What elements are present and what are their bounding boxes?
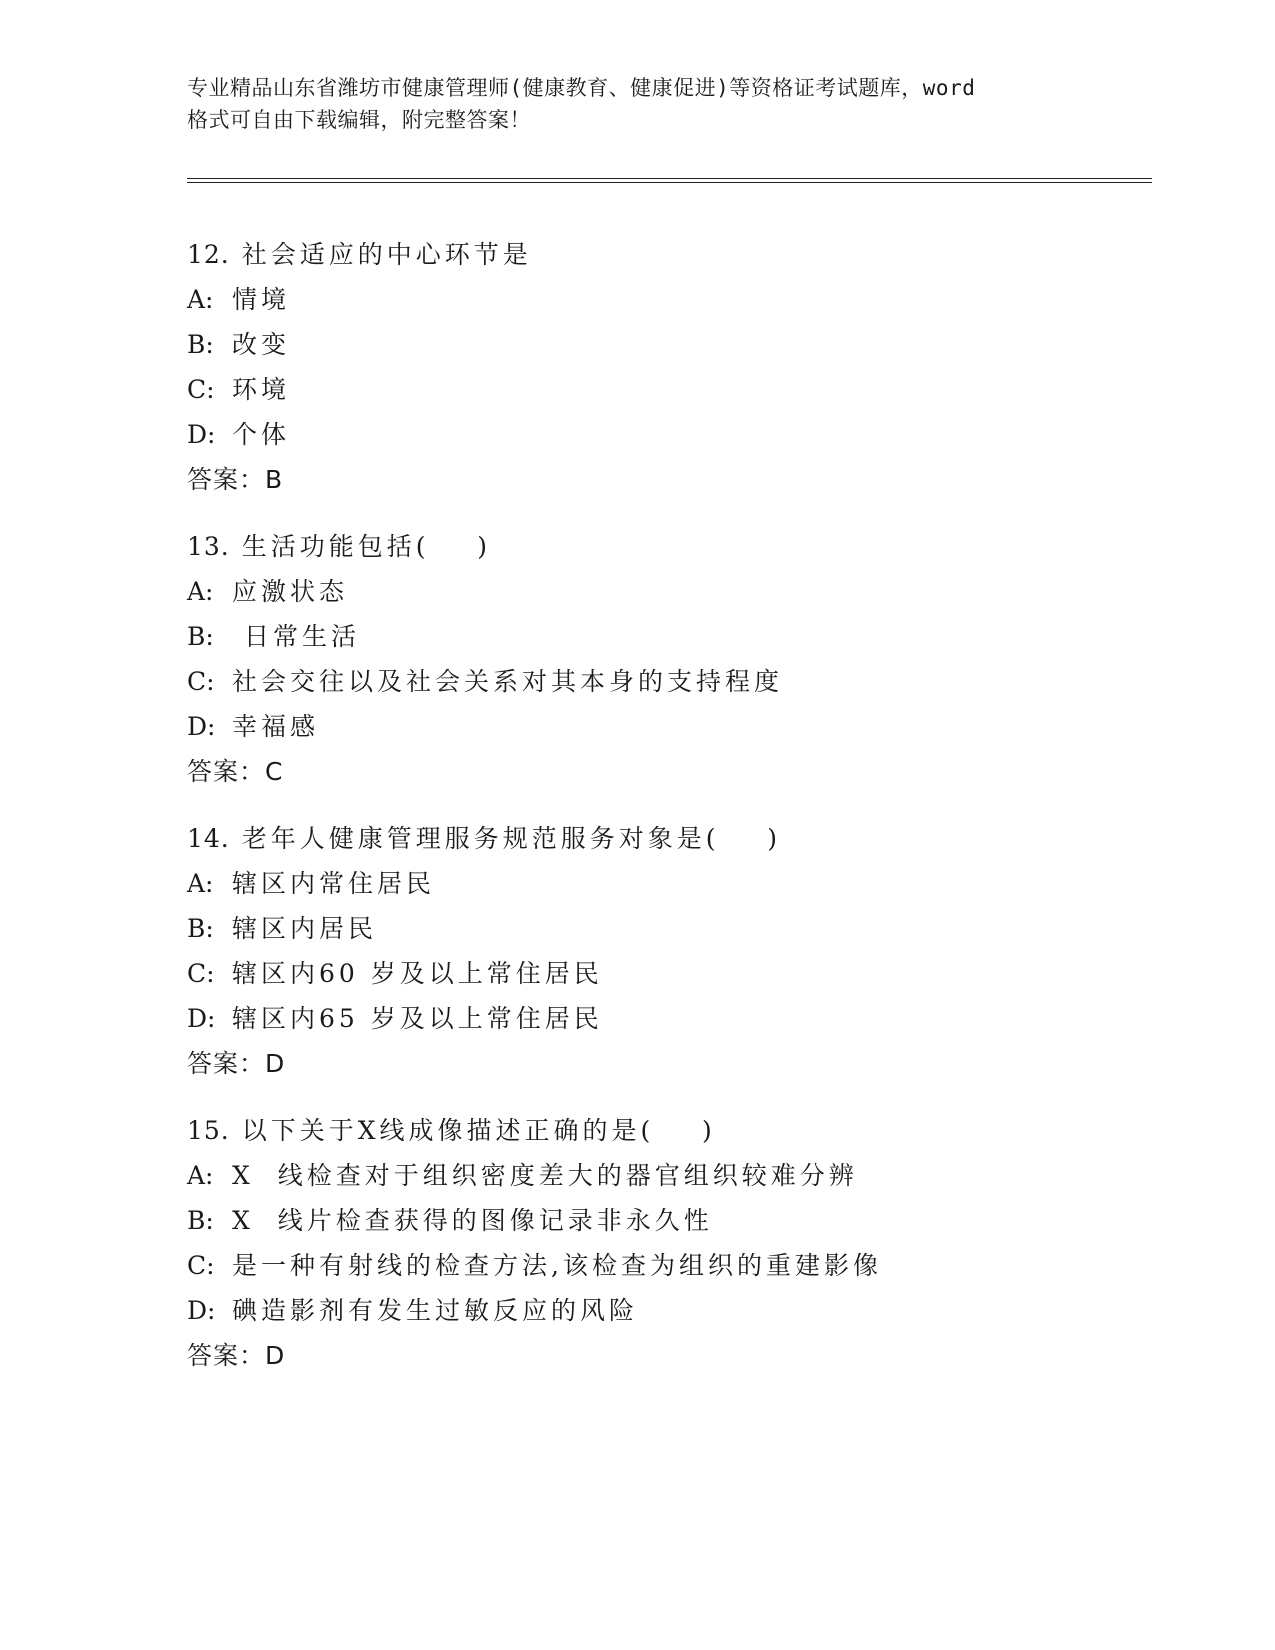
option-a (187, 861, 1137, 906)
option-text: 幸福感 (232, 712, 320, 741)
option-b (187, 1198, 1137, 1243)
header-divider (187, 178, 1152, 183)
option-b (187, 322, 1137, 367)
question-text: 生活功能包括( ) (241, 532, 492, 561)
option-key: A: (187, 577, 214, 606)
option-key: C: (187, 959, 215, 988)
option-a (187, 569, 1137, 614)
option-d (187, 996, 1137, 1041)
option-d (187, 412, 1137, 457)
option-text: 改变 (232, 330, 291, 359)
question-number: 15. (187, 1116, 230, 1145)
question-text: 社会适应的中心环节是 (241, 240, 532, 269)
option-c (187, 951, 1137, 996)
option-key: B: (187, 914, 214, 943)
option-key: B: (187, 330, 214, 359)
answer-line: 答案：D (187, 1341, 286, 1370)
question-stem (187, 232, 1137, 277)
option-key: B: (187, 622, 214, 651)
question-number: 13. (187, 532, 230, 561)
option-text: 辖区内65 岁及以上常住居民 (232, 1004, 603, 1033)
option-d (187, 1288, 1137, 1333)
option-key: D: (187, 420, 216, 449)
question-text: 老年人健康管理服务规范服务对象是( ) (241, 824, 782, 853)
option-key: D: (187, 1296, 216, 1325)
header-line-1: 专业精品山东省潍坊市健康管理师(健康教育、健康促进)等资格证考试题库，word (187, 76, 976, 100)
question-number: 14. (187, 824, 230, 853)
option-text: 社会交往以及社会关系对其本身的支持程度 (232, 667, 784, 696)
option-key: A: (187, 869, 214, 898)
document-header (187, 72, 1087, 136)
question-stem (187, 816, 1137, 861)
option-key: C: (187, 375, 215, 404)
option-c (187, 367, 1137, 412)
question-12 (187, 232, 1137, 502)
option-text: 日常生活 (232, 622, 360, 651)
option-text: 辖区内60 岁及以上常住居民 (232, 959, 603, 988)
option-c (187, 659, 1137, 704)
answer-line: 答案：B (187, 465, 284, 494)
question-14 (187, 816, 1137, 1086)
option-a (187, 277, 1137, 322)
question-stem (187, 1108, 1137, 1153)
option-key: B: (187, 1206, 214, 1235)
option-text: X 线检查对于组织密度差大的器官组织较难分辨 (232, 1161, 858, 1190)
answer-line: 答案：D (187, 1049, 286, 1078)
option-key: D: (187, 1004, 216, 1033)
option-b (187, 906, 1137, 951)
option-text: 情境 (232, 285, 291, 314)
option-text: 环境 (232, 375, 291, 404)
option-text: 碘造影剂有发生过敏反应的风险 (232, 1296, 639, 1325)
question-15 (187, 1108, 1137, 1378)
question-number: 12. (187, 240, 230, 269)
option-text: 个体 (232, 420, 291, 449)
option-key: D: (187, 712, 216, 741)
question-list (187, 232, 1137, 1400)
option-text: 是一种有射线的检查方法,该检查为组织的重建影像 (232, 1251, 882, 1280)
option-text: 辖区内常住居民 (232, 869, 436, 898)
option-key: A: (187, 1161, 214, 1190)
option-text: 辖区内居民 (232, 914, 378, 943)
option-key: A: (187, 285, 214, 314)
option-d (187, 704, 1137, 749)
option-text: 应激状态 (232, 577, 349, 606)
option-a (187, 1153, 1137, 1198)
question-stem (187, 524, 1137, 569)
header-line-2: 格式可自由下载编辑，附完整答案！ (187, 108, 531, 132)
answer-line: 答案：C (187, 757, 284, 786)
question-text: 以下关于X线成像描述正确的是( ) (241, 1116, 716, 1145)
option-text: X 线片检查获得的图像记录非永久性 (232, 1206, 713, 1235)
option-key: C: (187, 1251, 215, 1280)
option-c (187, 1243, 1137, 1288)
question-13 (187, 524, 1137, 794)
option-b (187, 614, 1137, 659)
option-key: C: (187, 667, 215, 696)
